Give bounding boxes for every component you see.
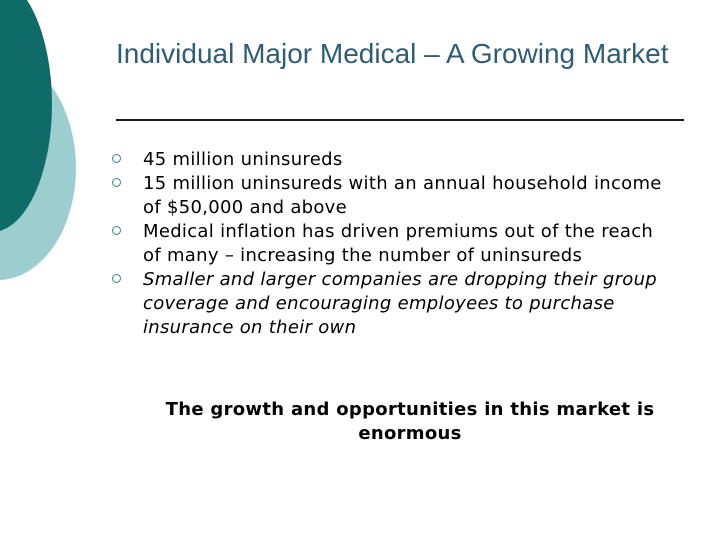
- circle-bullet-icon: [112, 154, 121, 163]
- title-underline: [116, 119, 684, 121]
- conclusion-text: The growth and opportunities in this market is enormous: [165, 399, 655, 444]
- bullet-text: 45 million uninsureds: [143, 149, 343, 170]
- bullet-item: [112, 172, 672, 220]
- bullet-list: [112, 148, 672, 340]
- bullet-text: 15 million uninsureds with an annual household income of $50,000 and above: [143, 173, 662, 218]
- circle-bullet-icon: [112, 226, 121, 235]
- decorative-circles: [0, 0, 80, 300]
- circle-bullet-icon: [112, 178, 121, 187]
- bullet-item: [112, 268, 672, 340]
- bullet-item: [112, 220, 672, 268]
- circle-bullet-icon: [112, 274, 121, 283]
- slide-title: Individual Major Medical – A Growing Market: [116, 38, 669, 69]
- bullet-text: Smaller and larger companies are dropping their group coverage and encouraging employees to purchase insurance on their own: [143, 269, 658, 338]
- bullet-text: Medical inflation has driven premiums out of the reach of many – increasing the number of uninsureds: [143, 221, 654, 266]
- bullet-item: [112, 148, 672, 172]
